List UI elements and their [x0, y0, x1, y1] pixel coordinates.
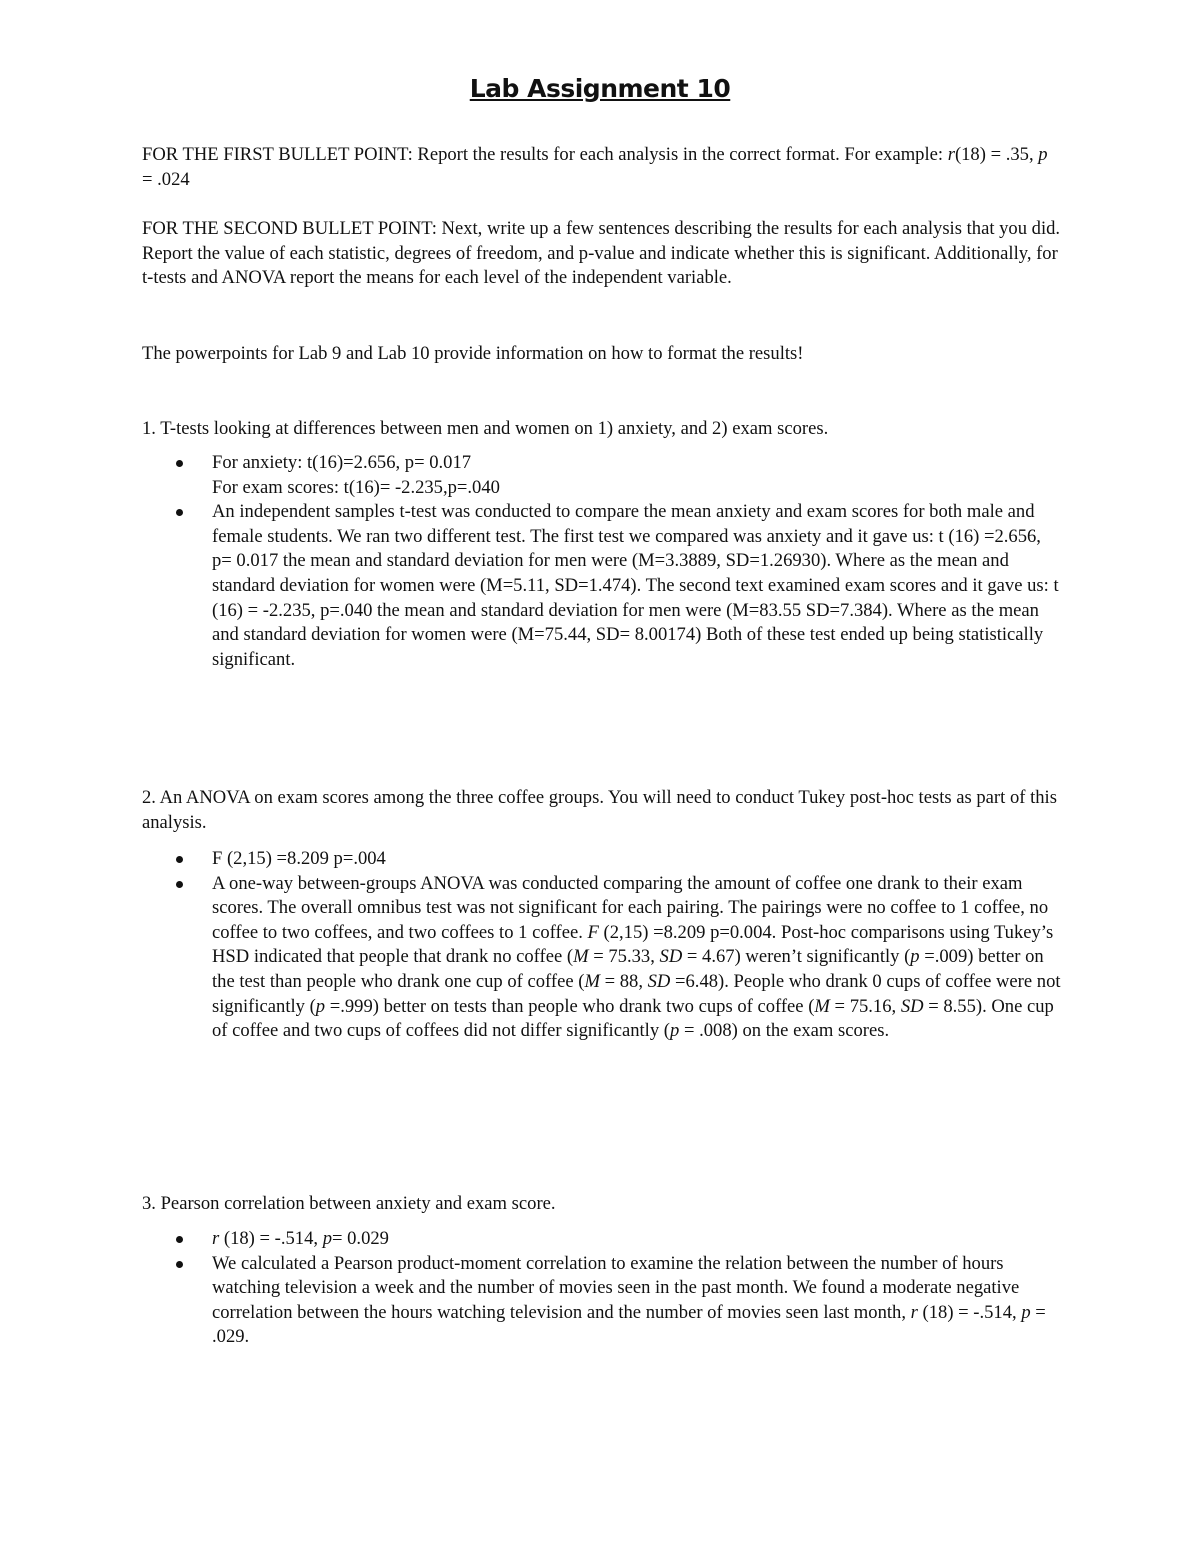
- s3-text: (18) = -.514,: [219, 1228, 323, 1249]
- section-1-writeup-text: An independent samples t-test was conducted to compare the mean anxiety and exam scores for both male and female students. We ran two different test. The first test we compared was anxiety and it gave us: t (16) =2.656, p= 0.017 the mean and standard deviation for men were (M=3.3889, SD=1.26930). Where as the mean and standard deviation for women were (M=5.11, SD=1.474). The second text examined exam scores and it gave us: t (16) = -2.235, p=.040 the mean and standard deviation for men were (M=83.55 SD=7.384). Where as the mean and standard deviation for women were (M=75.44, SD= 8.00174) Both of these test ended up being statistically significant.: [212, 501, 1059, 670]
- r-symbol: r: [212, 1228, 220, 1249]
- exam-result: For exam scores: t(16)= -2.235,p=.040: [212, 476, 500, 498]
- p-symbol: p: [1021, 1301, 1031, 1323]
- s2-text: (2,15) =8.209 p=0.004. Post-hoc comparisons using Tukey’s HSD indicated that people that drank no coffee (: [212, 921, 1054, 968]
- s2-text: =6.48). People who drank 0 cups of coffee were not significantly (: [212, 970, 1061, 1017]
- first-bullet-text-end: = .024: [142, 168, 190, 190]
- SD-symbol: SD: [659, 946, 683, 968]
- s2-text: =.009) better on the test than people who drank one cup of coffee (: [212, 946, 1044, 992]
- document-title: Lab Assignment 10: [469, 74, 731, 103]
- section-1-bullet-writeup: [142, 500, 1062, 672]
- p-symbol: p: [322, 1228, 332, 1249]
- r-symbol: r: [947, 144, 955, 165]
- SD-symbol: SD: [900, 995, 924, 1017]
- section-3-bullet-results: [142, 1227, 1062, 1252]
- section-3-bullet-writeup: [142, 1252, 1062, 1350]
- SD-symbol: SD: [647, 970, 671, 992]
- F-symbol: F: [587, 921, 599, 943]
- s2-text: = 88,: [599, 970, 648, 992]
- s2-text: =.999) better on tests than people who drank two cups of coffee (: [325, 995, 815, 1017]
- powerpoints-note: The powerpoints for Lab 9 and Lab 10 provide information on how to format the results!: [142, 343, 804, 364]
- s3-text: We calculated a Pearson product-moment correlation to examine the relation between the number of hours watching television a week and the number of movies seen in the past month. We found a moderate negative correlation between the hours watching television and the number of movies seen last month,: [212, 1252, 1020, 1323]
- s2-text: = .008) on the exam scores.: [679, 1020, 890, 1042]
- section-3-bullets: [142, 1227, 1062, 1350]
- s2-text: A one-way between-groups ANOVA was conducted comparing the amount of coffee one drank to their exam scores. The overall omnibus test was not significant for each pairing. The pairings were no coffee to 1 coffee, no coffee to two coffees, and two coffees to 1 coffee.: [212, 872, 1049, 943]
- s3-text: = .029.: [212, 1301, 1046, 1348]
- bullet-icon: [176, 460, 183, 467]
- section-2-heading: 2. An ANOVA on exam scores among the three coffee groups. You will need to conduct Tukey post-hoc tests as part of this analysis.: [142, 787, 1057, 833]
- p-symbol: p: [1038, 144, 1048, 165]
- p-symbol: p: [910, 946, 920, 968]
- p-symbol: p: [670, 1020, 680, 1042]
- second-bullet-instruction: FOR THE SECOND BULLET POINT: Next, write up a few sentences describing the results for each analysis that you did. Report the value of each statistic, degrees of freedom, and p-value and indicate whether this is significant. Additionally, for t-tests and ANOVA report the means for each level of the independent variable.: [142, 218, 1061, 289]
- anxiety-result: For anxiety: t(16)=2.656, p= 0.017: [212, 452, 472, 473]
- first-bullet-instruction: [142, 143, 1062, 192]
- p-symbol: p: [315, 995, 326, 1017]
- anova-result: F (2,15) =8.209 p=.004: [212, 848, 386, 869]
- M-symbol: M: [584, 970, 600, 992]
- bullet-icon: [176, 1236, 183, 1243]
- s2-text: = 4.67) weren’t significantly (: [682, 946, 911, 968]
- r-symbol: r: [910, 1301, 918, 1323]
- s3-text: = 0.029: [331, 1228, 389, 1249]
- section-1-heading: 1. T-tests looking at differences between men and women on 1) anxiety, and 2) exam scores.: [142, 418, 829, 439]
- s2-text: = 75.33,: [588, 946, 660, 968]
- M-symbol: M: [814, 995, 830, 1017]
- s2-text: = 8.55). One cup of coffee and two cups of coffees did not differ significantly (: [212, 995, 1054, 1042]
- section-1-bullet-results: [142, 451, 1062, 500]
- s2-text: = 75.16,: [829, 995, 901, 1017]
- section-2-bullet-results: [142, 847, 1062, 872]
- bullet-icon: [176, 856, 183, 863]
- first-bullet-text: FOR THE FIRST BULLET POINT: Report the results for each analysis in the correct format. For example:: [142, 144, 948, 165]
- s3-text: (18) = -.514,: [917, 1301, 1022, 1323]
- section-2-bullet-writeup: [142, 872, 1062, 1044]
- section-2-bullets: [142, 847, 1062, 1044]
- first-bullet-text-mid: (18) = .35,: [954, 144, 1039, 165]
- section-3-heading: 3. Pearson correlation between anxiety and exam score.: [142, 1193, 556, 1214]
- bullet-icon: [176, 881, 183, 888]
- M-symbol: M: [573, 946, 589, 968]
- bullet-icon: [176, 509, 183, 516]
- section-1-bullets: [142, 451, 1062, 672]
- bullet-icon: [176, 1261, 183, 1268]
